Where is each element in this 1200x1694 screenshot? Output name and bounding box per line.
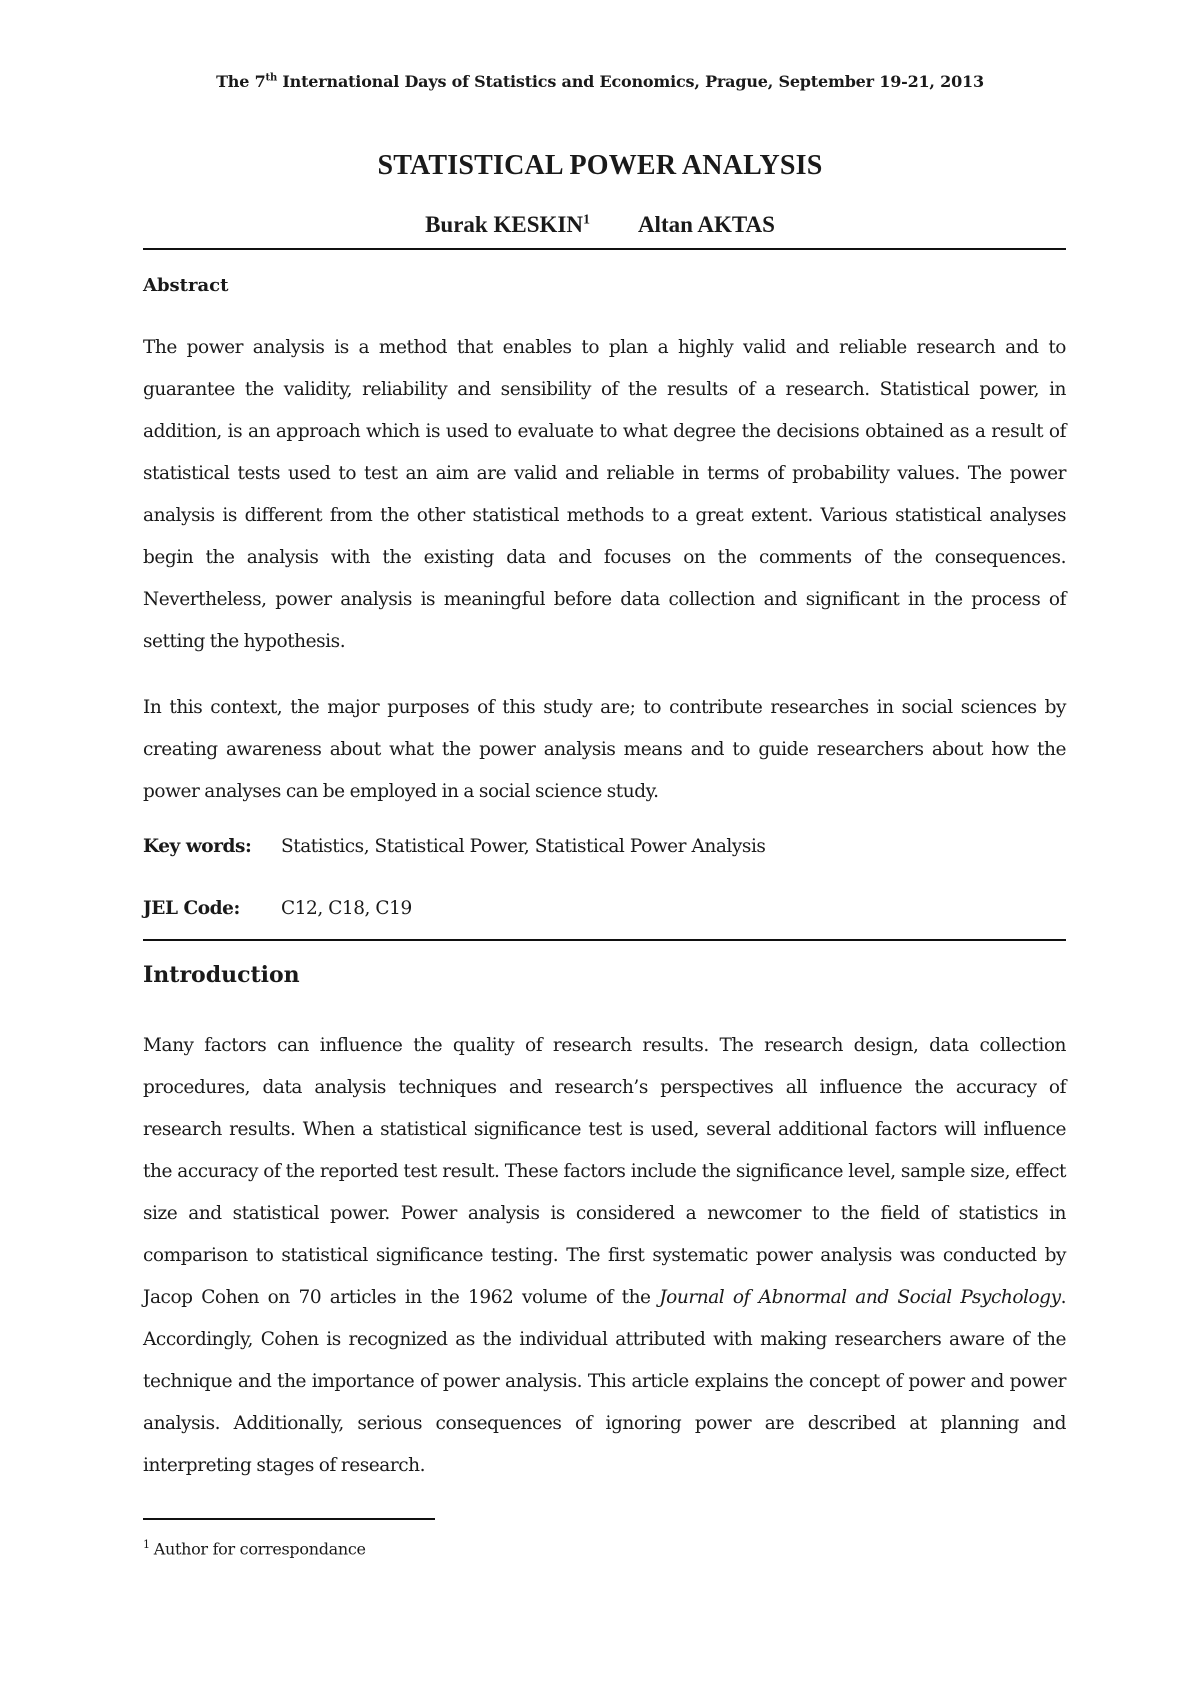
conference-header: The 7th International Days of Statistics and Economics, Prague, September 19-21, 2013 [216,72,984,91]
jel-value: C12, C18, C19 [281,898,412,919]
footnote-rule [143,1518,435,1520]
author-line [0,212,1200,238]
keywords-line [143,836,1066,857]
author-footnote-mark: 1 [582,212,590,228]
introduction-heading: Introduction [143,962,300,988]
author-2: Altan AKTAS [637,212,775,237]
introduction-paragraph: Many factors can influence the quality of research results. The research design, data collection procedures, data analysis techniques and research’s perspectives all influence the accuracy of research results. When a statistical significance test is used, several additional factors will influence the accuracy of the reported test result. These factors include the significance level, sample size, effect size and statistical power. Power analysis is considered a newcomer to the field of statistics in comparison to statistical significance testing. The first systematic power analysis was conducted by Jacop Cohen on 70 articles in the 1962 volume of the Journal of Abnormal and Social Psychology. Accordingly, Cohen is recognized as the individual attributed with making researchers aware of the technique and the importance of power analysis. This article explains the concept of power and power analysis. Additionally, serious consequences of ignoring power are described at planning and interpreting stages of research. [143,1035,1067,1476]
jel-line [143,898,1066,919]
keywords-label: Key words: [143,836,252,857]
abstract-paragraph-1: The power analysis is a method that enables to plan a highly valid and reliable research and to guarantee the validity, reliability and sensibility of the results of a research. Statistical power, in addition, is an approach which is used to evaluate to what degree the decisions obtained as a result of statistical tests used to test an aim are valid and reliable in terms of probability values. The power analysis is different from the other statistical methods to a great extent. Various statistical analyses begin the analysis with the existing data and focuses on the comments of the consequences. Nevertheless, power analysis is meaningful before data collection and significant in the process of setting the hypothesis. [143,337,1066,652]
paper-title: STATISTICAL POWER ANALYSIS [377,150,823,181]
author-1: Burak KESKIN$^1$ [425,212,590,237]
jel-label: JEL Code: [143,898,240,919]
abstract-heading: Abstract [143,275,229,296]
abstract-end-rule [143,939,1066,941]
keywords-value: Statistics, Statistical Power, Statistical Power Analysis [281,836,766,857]
header-rule [143,248,1066,250]
abstract-paragraph-2: In this context, the major purposes of this study are; to contribute researches in social sciences by creating awareness about what the power analysis means and to guide researchers about how the power analyses can be employed in a social science study. [143,697,1066,802]
journal-title: Journal of Abnormal and Social Psychology [659,1287,1061,1308]
footnote: $^1$ Author for correspondance [143,1538,366,1559]
